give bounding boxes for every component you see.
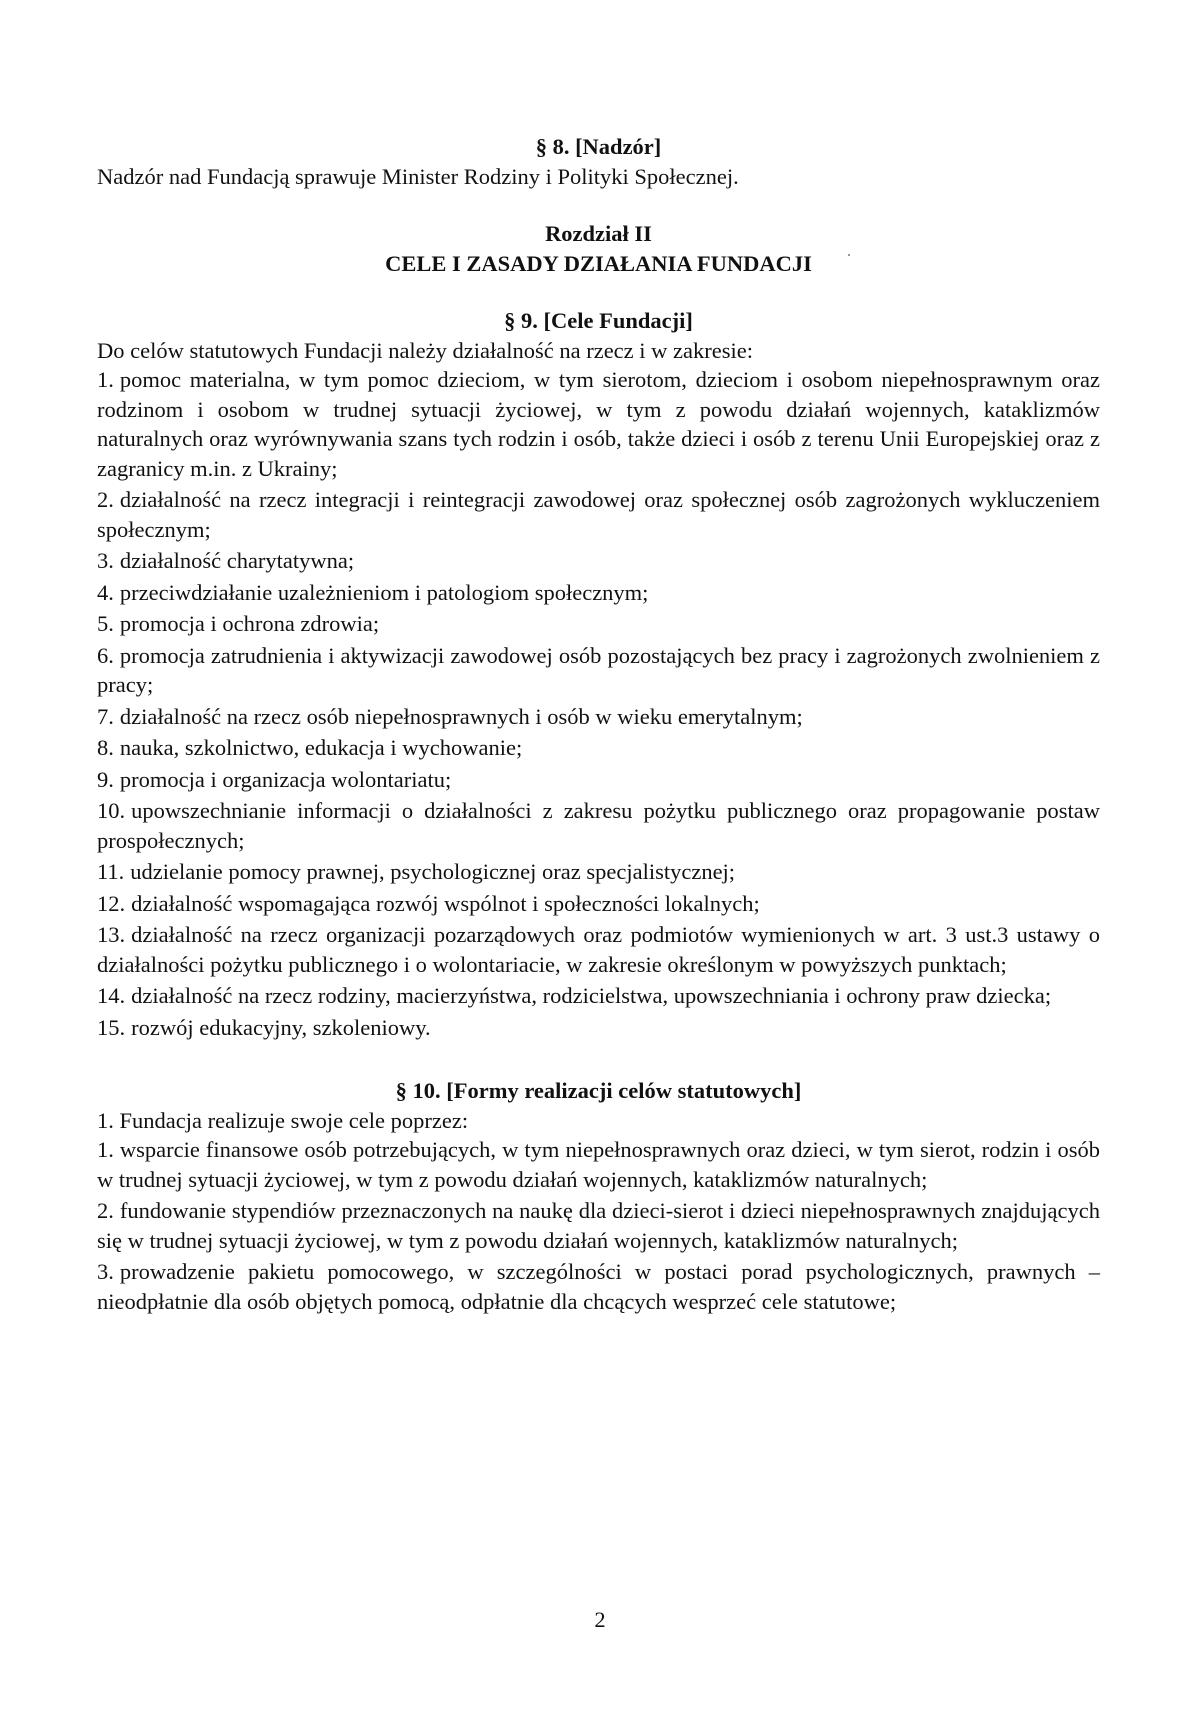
- goal-text: rozwój edukacyjny, szkoleniowy.: [131, 1014, 431, 1040]
- section-10-list: [97, 1135, 1100, 1316]
- goal-item: [97, 857, 1100, 887]
- goal-text: nauka, szkolnictwo, edukacja i wychowanie;: [119, 735, 523, 760]
- goal-number: 5.: [97, 611, 114, 636]
- goal-item: [97, 702, 1100, 732]
- section-9-list: [97, 365, 1100, 1042]
- goal-item: [97, 733, 1100, 763]
- form-item: [97, 1257, 1100, 1316]
- goal-item: [97, 365, 1100, 483]
- goal-number: 13.: [97, 922, 126, 947]
- form-number: 1.: [97, 1137, 114, 1162]
- goal-text: działalność charytatywna;: [119, 548, 355, 573]
- section-10-heading: § 10. [Formy realizacji celów statutowych]: [395, 1078, 802, 1103]
- form-text: prowadzenie pakietu pomocowego, w szczególności w postaci porad psychologicznych, prawnych – nieodpłatnie dla osób objętych pomocą, odpłatnie dla chcących wesprzeć cele statutowe;: [97, 1259, 1100, 1314]
- form-item: [97, 1196, 1100, 1255]
- goal-number: 14.: [97, 983, 126, 1008]
- section-9-intro: Do celów statutowych Fundacji należy działalność na rzecz i w zakresie:: [97, 337, 753, 363]
- goal-number: 3.: [97, 548, 114, 573]
- document-page: [97, 132, 1100, 1316]
- goal-number: 15.: [97, 1014, 126, 1040]
- goal-number: 7.: [97, 703, 114, 729]
- goal-item: [97, 889, 1100, 919]
- chapter-title: CELE I ZASADY DZIAŁANIA FUNDACJI: [385, 250, 812, 276]
- form-text: wsparcie finansowe osób potrzebujących, w tym niepełnosprawnych oraz dzieci, w tym sierot, rodzin i osób w trudnej sytuacji życiowej, w tym z powodu działań wojennych, kataklizmów naturalnych;: [97, 1137, 1100, 1192]
- goal-item: [97, 765, 1100, 795]
- goal-number: 12.: [97, 890, 126, 916]
- goal-number: 4.: [97, 579, 114, 605]
- section-8-text: Nadzór nad Fundacją sprawuje Minister Rodziny i Polityki Społecznej.: [97, 163, 739, 189]
- goal-text: działalność na rzecz integracji i reintegracji zawodowej oraz społecznej osób zagrożonych wykluczeniem społecznym;: [97, 487, 1100, 542]
- goal-number: 11.: [97, 859, 125, 884]
- goal-number: 1.: [97, 367, 114, 392]
- section-9-heading: § 9. [Cele Fundacji]: [504, 308, 693, 333]
- goal-item: [97, 796, 1100, 855]
- goal-number: 6.: [97, 642, 114, 668]
- goal-text: promocja i ochrona zdrowia;: [119, 611, 380, 636]
- goal-item: [97, 609, 1100, 639]
- goal-item: [97, 641, 1100, 700]
- goal-text: promocja zatrudnienia i aktywizacji zawodowej osób pozostających bez pracy i zagrożonych zwolnieniem z pracy;: [97, 642, 1100, 697]
- goal-item: [97, 1013, 1100, 1043]
- goal-item: [97, 981, 1100, 1011]
- form-number: 3.: [97, 1259, 114, 1284]
- goal-number: 10.: [97, 798, 126, 823]
- goal-text: działalność na rzecz rodziny, macierzyństwa, rodzicielstwa, upowszechniania i ochrony praw dziecka;: [131, 983, 1052, 1008]
- goal-text: działalność na rzecz osób niepełnosprawnych i osób w wieku emerytalnym;: [119, 703, 803, 729]
- form-item: [97, 1135, 1100, 1194]
- goal-item: [97, 578, 1100, 608]
- goal-text: przeciwdziałanie uzależnieniom i patologiom społecznym;: [119, 579, 649, 605]
- goal-item: [97, 485, 1100, 544]
- goal-number: 8.: [97, 735, 114, 760]
- goal-text: udzielanie pomocy prawnej, psychologicznej oraz specjalistycznej;: [130, 859, 736, 884]
- section-8-heading: § 8. [Nadzór]: [535, 134, 662, 159]
- page-number: 2: [594, 1607, 606, 1632]
- form-text: fundowanie stypendiów przeznaczonych na naukę dla dzieci-sierot i dzieci niepełnosprawnych znajdujących się w trudnej sytuacji życiowej, w tym z powodu działań wojennych, kataklizmów naturalnych;: [97, 1198, 1100, 1253]
- goal-text: promocja i organizacja wolontariatu;: [119, 766, 452, 792]
- goal-text: działalność na rzecz organizacji pozarządowych oraz podmiotów wymienionych w art. 3 ust.3 ustawy o działalności pożytku publicznego i o wolontariacie, w zakresie określonym w powyższych punktach;: [97, 922, 1100, 977]
- chapter-number: Rozdział II: [545, 221, 652, 246]
- goal-text: pomoc materialna, w tym pomoc dzieciom, w tym sierotom, dzieciom i osobom niepełnosprawnym oraz rodzinom i osobom w trudnej sytuacji życiowej, w tym z powodu działań wojennych, kataklizmów naturalnych oraz wyrównywania szans tych rodzin i osób, także dzieci i osób z terenu Unii Europejskiej oraz z zagranicy m.in. z Ukrainy;: [97, 367, 1100, 481]
- goal-item: [97, 546, 1100, 576]
- goal-item: [97, 920, 1100, 979]
- goal-text: upowszechnianie informacji o działalności z zakresu pożytku publicznego oraz propagowanie postaw prospołecznych;: [97, 798, 1100, 853]
- goal-number: 2.: [97, 487, 114, 512]
- goal-text: działalność wspomagająca rozwój wspólnot i społeczności lokalnych;: [131, 890, 760, 916]
- form-number: 2.: [97, 1198, 114, 1223]
- section-10-intro: 1. Fundacja realizuje swoje cele poprzez:: [97, 1107, 469, 1133]
- goal-number: 9.: [97, 766, 114, 792]
